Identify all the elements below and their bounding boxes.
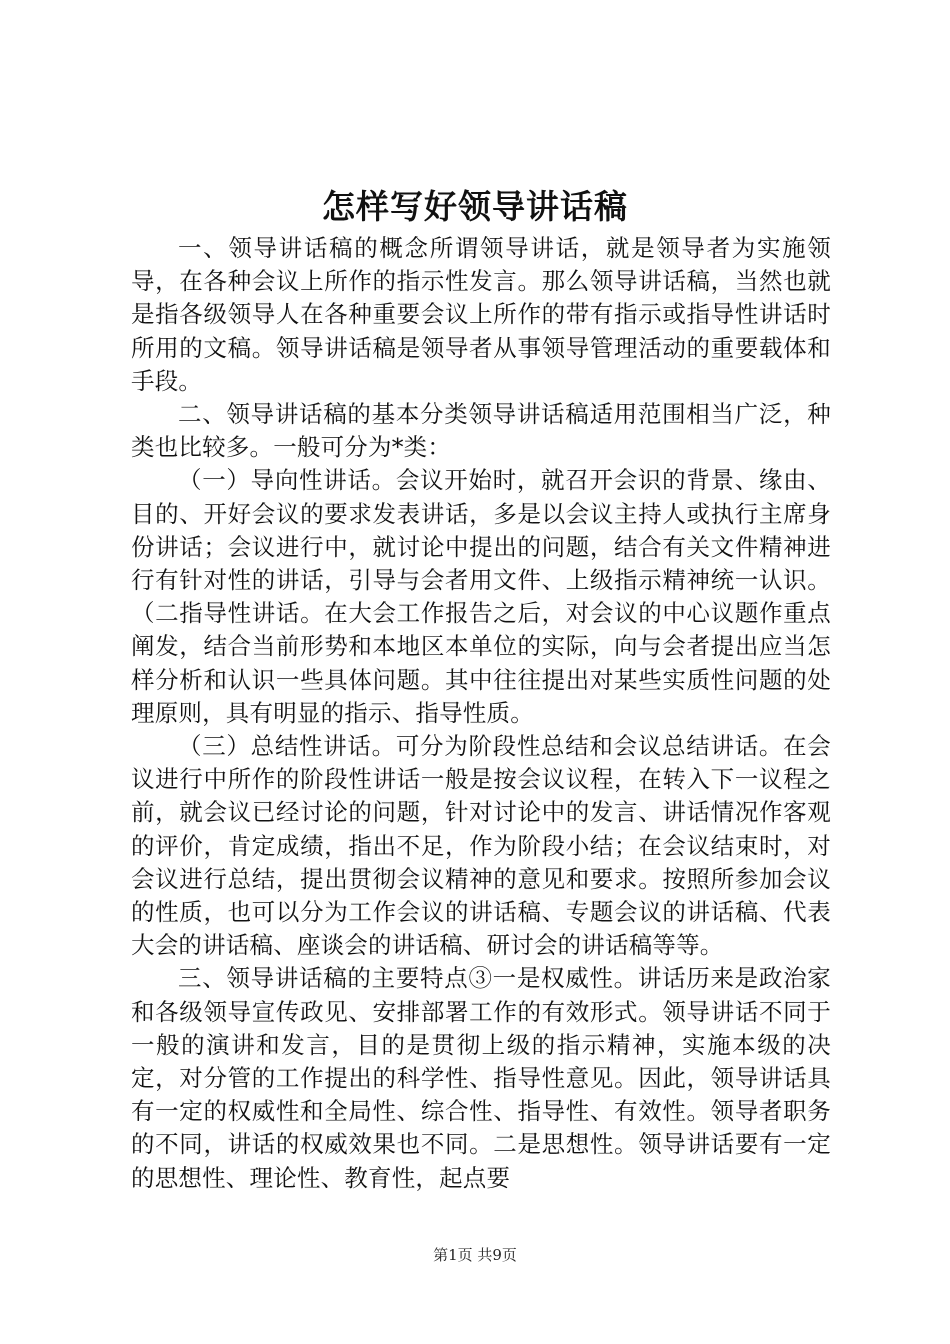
paragraph-concept: 一、领导讲话稿的概念所谓领导讲话，就是领导者为实施领导，在各种会议上所作的指示性发言。那么领导讲话稿，当然也就是指各级领导人在各种重要会议上所作的带有指示或指导性讲话时所用的文稿。领导讲话稿是领导者从事领导管理活动的重要载体和手段。 xyxy=(131,234,831,395)
document-body xyxy=(131,232,831,1195)
paragraph-summary-speech: （三）总结性讲话。可分为阶段性总结和会议总结讲话。在会议进行中所作的阶段性讲话一般是按会议议程，在转入下一议程之前，就会议已经讨论的问题，针对讨论中的发言、讲话情况作客观的评价，肯定成绩，指出不足，作为阶段小结；在会议结束时，对会议进行总结，提出贯彻会议精神的意见和要求。按照所参加会议的性质，也可以分为工作会议的讲话稿、专题会议的讲话稿、代表大会的讲话稿、座谈会的讲话稿、研讨会的讲话稿等等。 xyxy=(131,732,831,960)
paragraph-guiding-speech: （一）导向性讲话。会议开始时，就召开会识的背景、缘由、目的、开好会议的要求发表讲话，多是以会议主持人或执行主席身份讲话；会议进行中，就讨论中提出的问题，结合有关文件精神进行有针对性的讲话，引导与会者用文件、上级指示精神统一认识。（二指导性讲话。在大会工作报告之后，对会议的中心议题作重点阐发，结合当前形势和本地区本单位的实际，向与会者提出应当怎样分析和认识一些具体问题。其中往往提出对某些实质性问题的处理原则，具有明显的指示、指导性质。 xyxy=(131,466,831,727)
page-number-footer: 第1页 共9页 xyxy=(433,1246,517,1264)
paragraph-characteristics: 三、领导讲话稿的主要特点③一是权威性。讲话历来是政治家和各级领导宣传政见、安排部署工作的有效形式。领导讲话不同于一般的演讲和发言，目的是贯彻上级的指示精神，实施本级的决定，对分管的工作提出的科学性、指导性意见。因此，领导讲话具有一定的权威性和全局性、综合性、指导性、有效性。领导者职务的不同，讲话的权威效果也不同。二是思想性。领导讲话要有一定的思想性、理论性、教育性，起点要 xyxy=(131,964,831,1192)
paragraph-classification: 二、领导讲话稿的基本分类领导讲话稿适用范围相当广泛，种类也比较多。一般可分为*类： xyxy=(131,400,831,462)
document-title: 怎样写好领导讲话稿 xyxy=(322,187,628,226)
